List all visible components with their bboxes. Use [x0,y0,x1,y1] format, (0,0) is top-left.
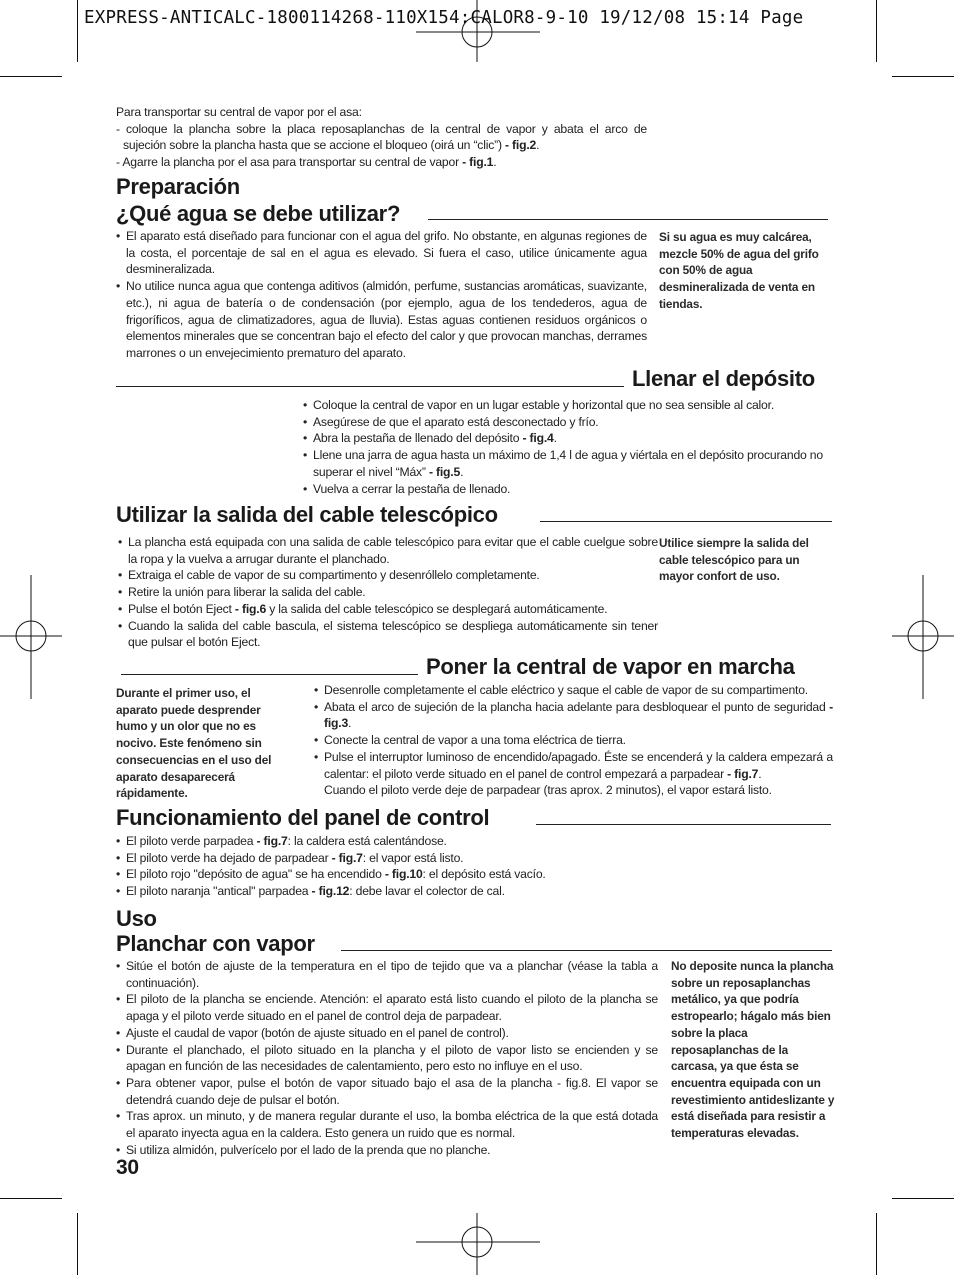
panel-bullets [116,833,656,900]
section-title-uso: Uso [116,906,157,931]
registration-mark-right [892,575,954,699]
crop-mark [0,76,62,77]
crop-mark [892,1198,954,1199]
list-item: • No utilice nunca agua que contenga aditivos (almidón, perfume, sustancias aromáticas, suavizante, etc.), ni agua de batería o de condensación (por ejemplo, agua de los tendederos, agua de frigoríficos, agua de climatizadores, agua de lluvia). Estas aguas contienen residuos orgánicos o elementos minerales que se concentran bajo el efecto del calor y que provocan manchas, derrames marrones o un envejecimiento prematuro del aparato. [116,278,647,362]
list-item: • Conecte la central de vapor a una toma eléctrica de tierra. [314,732,833,749]
list-item: • Pulse el interruptor luminoso de encendido/apagado. Éste se encenderá y la caldera empezará a calentar: el piloto verde situado en el panel de control empezará a parpadear - fig.7. Cuando el piloto verde deje de parpadear (tras aprox. 2 minutos), el vapor estará listo. [314,749,833,799]
heading-rule [536,824,831,825]
heading-rule [540,521,832,522]
registration-mark-bottom [416,1213,540,1275]
heading-llenar-deposito: Llenar el depósito [632,366,815,391]
list-item: • Retire la unión para liberar la salida del cable. [118,584,658,601]
transport-line: - coloque la plancha sobre la placa reposaplanchas de la central de vapor y abata el arco de [116,121,647,136]
list-item: • El piloto naranja "antical" parpadea - fig.12: debe lavar el colector de cal. [116,883,656,900]
water-bullets [116,228,647,362]
list-item: • El piloto verde parpadea - fig.7: la caldera está calentándose. [116,833,656,850]
list-item: • El piloto verde ha dejado de parpadear - fig.7: el vapor está listo. [116,850,656,867]
cable-bullets [118,534,658,651]
list-item: • Para obtener vapor, pulse el botón de vapor situado bajo el asa de la plancha - fig.8. El vapor se detendrá cuando deje de pulsar el botón. [116,1075,658,1108]
heading-panel-control: Funcionamiento del panel de control [116,805,490,830]
heading-rule [341,950,832,951]
side-note-ironing: No deposite nunca la plancha sobre un reposaplanchas metálico, ya que podría estropearlo; hágalo más bien sobre la placa reposaplanchas de la carcasa, ya que ésta se encuentra equipada con un revestimiento antideslizante y está diseñada para resistir a temperaturas elevadas. [671,959,835,1141]
list-item: • El aparato está diseñado para funcionar con el agua del grifo. No obstante, en algunas regiones de la costa, el porcentaje de sal en el agua es elevado. Si fuera el caso, utilice únicamente agua desmineralizada. [116,228,647,278]
list-item: • Durante el planchado, el piloto situado en la plancha y el piloto de vapor listo se encienden y se apagan en función de las necesidades de calentamiento, pero esto no influye en el uso. [116,1042,658,1075]
transport-line: sujeción sobre la plancha hasta que se accione el bloqueo (oirá un “clic”) - fig.2. [123,138,540,153]
list-item: • El piloto rojo "depósito de agua" se ha encendido - fig.10: el depósito está vacío. [116,866,656,883]
print-slug-header: EXPRESS-ANTICALC-1800114268-110X154:CALOR8-9-10 19/12/08 15:14 Page [84,8,804,28]
heading-que-agua: ¿Qué agua se debe utilizar? [116,201,401,226]
list-item: • Asegúrese de que el aparato está desconectado y frío. [303,414,838,431]
list-item: • El piloto de la plancha se enciende. Atención: el aparato está listo cuando el piloto de la plancha se apaga y el piloto verde situado en el panel de control deja de parpadear. [116,991,658,1024]
list-item: • Cuando la salida del cable bascula, el sistema telescópico se despliega automáticamente sin tener que pulsar el botón Eject. [118,618,658,651]
section-title-preparacion: Preparación [116,174,240,199]
list-item: • Pulse el botón Eject - fig.6 y la salida del cable telescópico se desplegará automáticamente. [118,601,658,618]
heading-rule [428,219,828,220]
list-item: • Si utiliza almidón, pulverícelo por el lado de la prenda que no planche. [116,1142,658,1159]
side-note-water: Si su agua es muy calcárea, mezcle 50% de agua del grifo con 50% de agua desmineralizada de venta en tiendas. [659,230,819,311]
list-item: • La plancha está equipada con una salida de cable telescópico para evitar que el cable cuelgue sobre la ropa y la vuelva a arrugar durante el planchado. [118,534,658,567]
list-item: • Coloque la central de vapor en un lugar estable y horizontal que no sea sensible al calor. [303,397,838,414]
side-note-cable: Utilice siempre la salida del cable telescópico para un mayor confort de uso. [659,536,809,584]
transport-line: - Agarre la plancha por el asa para transportar su central de vapor - fig.1. [116,155,497,170]
registration-mark-left [0,575,62,699]
crop-mark [0,1198,62,1199]
crop-mark [876,0,877,62]
side-note-first-use: Durante el primer uso, el aparato puede desprender humo y un olor que no es nocivo. Este fenómeno sin consecuencias en el uso del aparato desaparecerá rápidamente. [116,686,272,801]
list-item: • Abata el arco de sujeción de la plancha hacia adelante para desbloquear el punto de seguridad - fig.3. [314,699,833,732]
heading-planchar-con-vapor: Planchar con vapor [116,931,315,956]
list-item: • Desenrolle completamente el cable eléctrico y saque el cable de vapor de su compartimento. [314,682,833,699]
transport-intro: Para transportar su central de vapor por el asa: [116,105,362,119]
heading-rule [116,386,624,387]
list-item: • Extraiga el cable de vapor de su compartimento y desenróllelo completamente. [118,567,658,584]
list-item: • Vuelva a cerrar la pestaña de llenado. [303,481,838,498]
crop-mark [77,0,78,62]
startup-bullets [314,682,833,799]
crop-mark [876,1213,877,1275]
list-item: • Tras aprox. un minuto, y de manera regular durante el uso, la bomba eléctrica de la que está dotada el aparato inyecta agua en la caldera. Esto genera un ruido que es normal. [116,1108,658,1141]
list-item: • Llene una jarra de agua hasta un máximo de 1,4 l de agua y viértala en el depósito procurando no superar el nivel “Máx” - fig.5. [303,447,838,480]
fill-bullets [303,397,838,497]
list-item: • Ajuste el caudal de vapor (botón de ajuste situado en el panel de control). [116,1025,658,1042]
heading-puesta-en-marcha: Poner la central de vapor en marcha [426,654,795,679]
heading-rule [121,674,418,675]
transport-instructions [116,104,647,171]
crop-mark [77,1213,78,1275]
heading-cable-telescopico: Utilizar la salida del cable telescópico [116,502,498,527]
steam-bullets [116,958,658,1158]
crop-mark [892,76,954,77]
list-item: • Abra la pestaña de llenado del depósito - fig.4. [303,430,838,447]
list-item: • Sitúe el botón de ajuste de la temperatura en el tipo de tejido que va a planchar (véase la tabla a continuación). [116,958,658,991]
page-number: 30 [116,1156,139,1179]
